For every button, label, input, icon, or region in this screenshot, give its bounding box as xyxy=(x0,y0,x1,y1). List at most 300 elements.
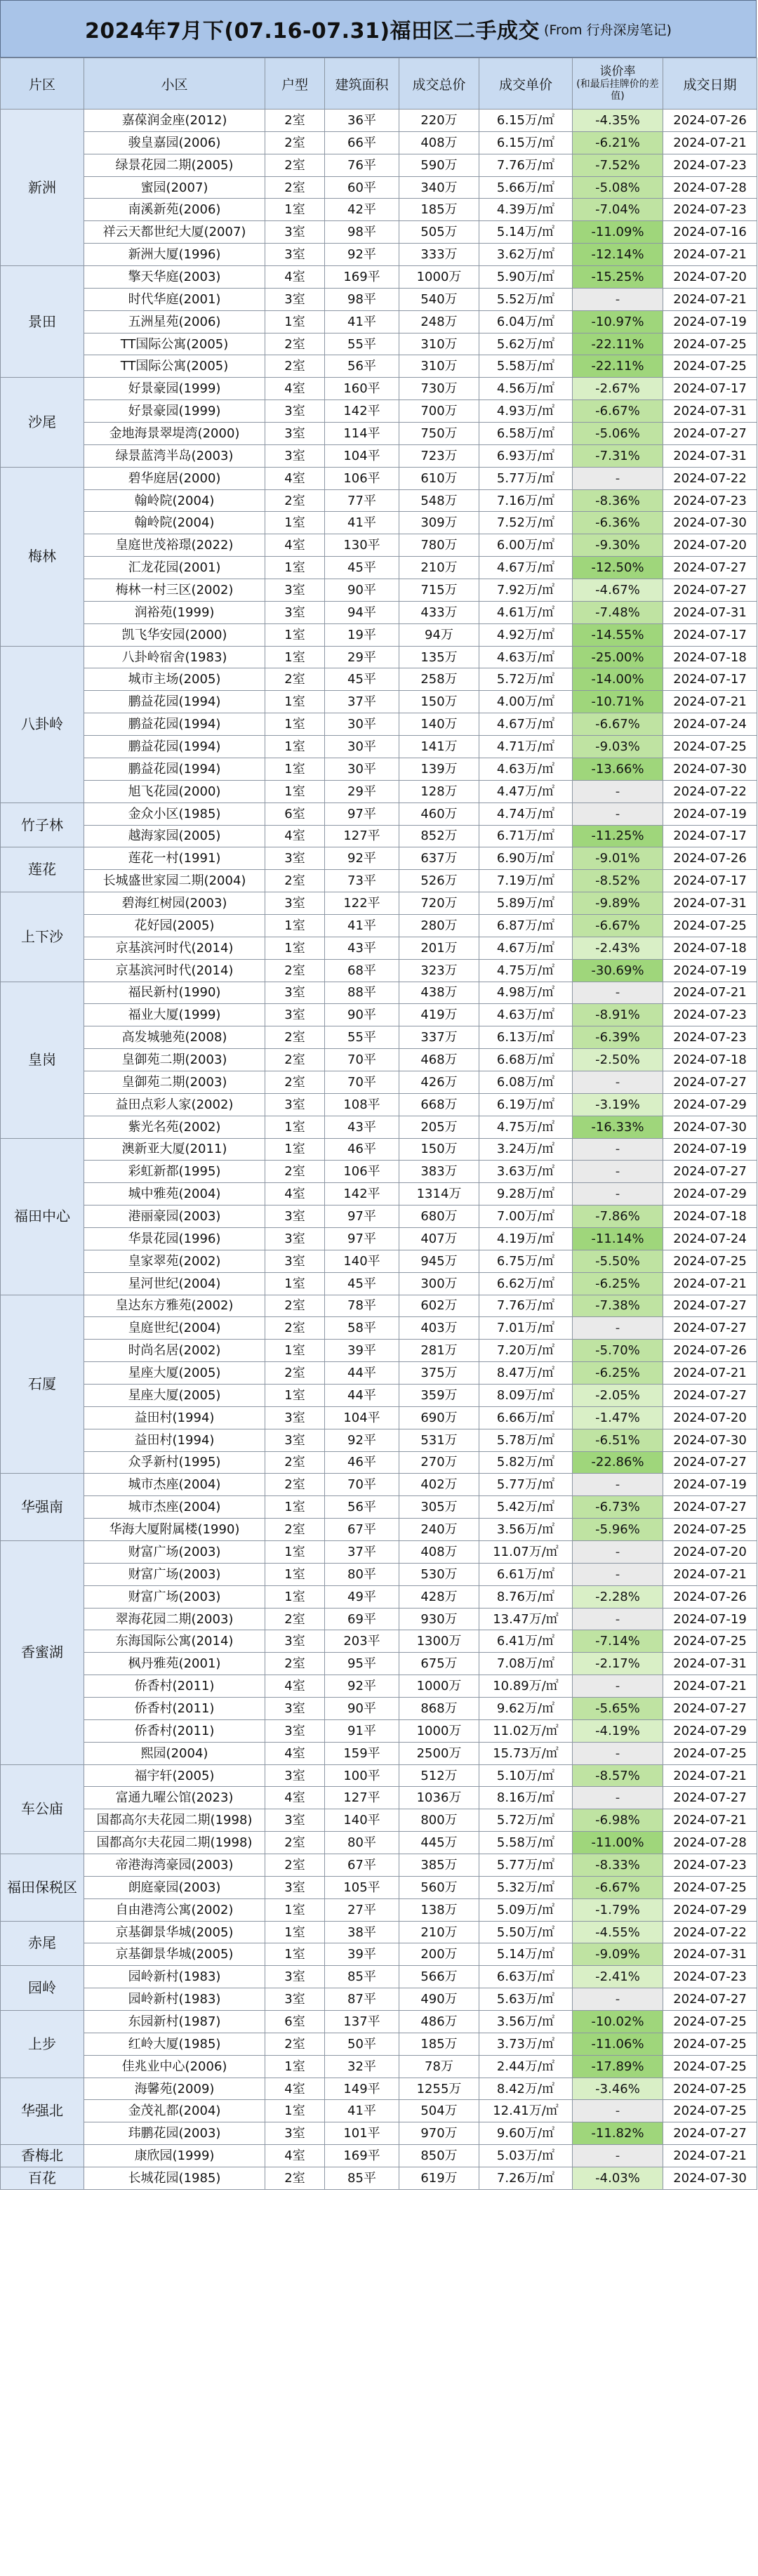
layout-cell: 1室 xyxy=(265,310,325,333)
unit-price-cell: 5.78万/㎡ xyxy=(479,1429,573,1451)
total-cell: 359万 xyxy=(399,1384,479,1406)
community-cell: 碧海红树园(2003) xyxy=(84,892,265,915)
date-cell: 2024-07-25 xyxy=(663,1742,757,1764)
layout-cell: 2室 xyxy=(265,1832,325,1854)
layout-cell: 2室 xyxy=(265,1474,325,1496)
total-cell: 850万 xyxy=(399,2145,479,2167)
layout-cell: 4室 xyxy=(265,1675,325,1698)
discount-cell: -5.65% xyxy=(573,1698,663,1720)
date-cell: 2024-07-30 xyxy=(663,512,757,534)
area-cell: 46平 xyxy=(325,1451,399,1474)
discount-cell: -9.03% xyxy=(573,736,663,758)
community-cell: 紫光名苑(2002) xyxy=(84,1116,265,1138)
table-row xyxy=(1,758,757,780)
layout-cell: 1室 xyxy=(265,758,325,780)
area-cell: 69平 xyxy=(325,1608,399,1630)
discount-title: 谈价率 xyxy=(599,65,636,79)
discount-cell: -4.67% xyxy=(573,579,663,602)
community-cell: 南溪新苑(2006) xyxy=(84,199,265,221)
layout-cell: 2室 xyxy=(265,176,325,199)
table-row xyxy=(1,489,757,512)
table-row xyxy=(1,355,757,378)
total-cell: 426万 xyxy=(399,1071,479,1093)
layout-cell: 3室 xyxy=(265,579,325,602)
unit-price-cell: 6.63万/㎡ xyxy=(479,1966,573,1988)
date-cell: 2024-07-21 xyxy=(663,288,757,310)
total-cell: 433万 xyxy=(399,601,479,623)
discount-cell: -16.33% xyxy=(573,1116,663,1138)
area-cell: 78平 xyxy=(325,1295,399,1317)
unit-price-cell: 9.28万/㎡ xyxy=(479,1183,573,1206)
layout-cell: 3室 xyxy=(265,982,325,1004)
table-row xyxy=(1,1004,757,1026)
discount-cell: -7.52% xyxy=(573,154,663,176)
community-cell: 骏皇嘉园(2006) xyxy=(84,131,265,154)
discount-cell: -8.36% xyxy=(573,489,663,512)
table-row xyxy=(1,333,757,355)
date-cell: 2024-07-25 xyxy=(663,2078,757,2100)
area-cell: 104平 xyxy=(325,444,399,467)
total-cell: 220万 xyxy=(399,110,479,132)
layout-cell: 3室 xyxy=(265,1988,325,2011)
col-header-area: 建筑面积 xyxy=(325,58,399,110)
area-cell: 41平 xyxy=(325,2100,399,2122)
layout-cell: 4室 xyxy=(265,1787,325,1809)
table-row xyxy=(1,1227,757,1250)
date-cell: 2024-07-30 xyxy=(663,2167,757,2190)
area-cell: 39平 xyxy=(325,1340,399,1362)
discount-cell: -11.00% xyxy=(573,1832,663,1854)
total-cell: 560万 xyxy=(399,1876,479,1898)
layout-cell: 4室 xyxy=(265,1742,325,1764)
total-cell: 445万 xyxy=(399,1832,479,1854)
layout-cell: 2室 xyxy=(265,870,325,892)
community-cell: 玮鹏花园(2003) xyxy=(84,2122,265,2145)
date-cell: 2024-07-25 xyxy=(663,1876,757,1898)
total-cell: 258万 xyxy=(399,668,479,691)
date-cell: 2024-07-23 xyxy=(663,1854,757,1877)
layout-cell: 3室 xyxy=(265,1406,325,1429)
col-header-unit-price: 成交单价 xyxy=(479,58,573,110)
discount-cell: -3.46% xyxy=(573,2078,663,2100)
discount-cell: -2.28% xyxy=(573,1585,663,1608)
unit-price-cell: 7.08万/㎡ xyxy=(479,1653,573,1675)
layout-cell: 2室 xyxy=(265,1317,325,1340)
unit-price-cell: 7.00万/㎡ xyxy=(479,1206,573,1228)
table-row xyxy=(1,423,757,445)
unit-price-cell: 4.92万/㎡ xyxy=(479,623,573,646)
total-cell: 323万 xyxy=(399,959,479,982)
layout-cell: 3室 xyxy=(265,1698,325,1720)
community-cell: 新洲大厦(1996) xyxy=(84,244,265,266)
layout-cell: 2室 xyxy=(265,1026,325,1049)
community-cell: 富通九曜公馆(2023) xyxy=(84,1787,265,1809)
layout-cell: 1室 xyxy=(265,2055,325,2078)
area-cell: 90平 xyxy=(325,579,399,602)
total-cell: 930万 xyxy=(399,1608,479,1630)
table-row xyxy=(1,1496,757,1519)
community-cell: 东园新村(1987) xyxy=(84,2011,265,2033)
district-cell: 景田 xyxy=(1,266,84,378)
area-cell: 105平 xyxy=(325,1876,399,1898)
area-cell: 56平 xyxy=(325,355,399,378)
table-row xyxy=(1,310,757,333)
table-row xyxy=(1,378,757,400)
total-cell: 402万 xyxy=(399,1474,479,1496)
total-cell: 590万 xyxy=(399,154,479,176)
unit-price-cell: 5.90万/㎡ xyxy=(479,266,573,289)
district-cell: 上下沙 xyxy=(1,892,84,982)
total-cell: 468万 xyxy=(399,1049,479,1071)
unit-price-cell: 11.07万/㎡ xyxy=(479,1541,573,1564)
unit-price-cell: 7.16万/㎡ xyxy=(479,489,573,512)
discount-cell: - xyxy=(573,1787,663,1809)
date-cell: 2024-07-21 xyxy=(663,1272,757,1295)
discount-cell: -11.82% xyxy=(573,2122,663,2145)
discount-cell: - xyxy=(573,1474,663,1496)
community-cell: 福宇轩(2005) xyxy=(84,1764,265,1787)
discount-cell: -30.69% xyxy=(573,959,663,982)
district-cell: 新洲 xyxy=(1,110,84,266)
date-cell: 2024-07-26 xyxy=(663,847,757,870)
date-cell: 2024-07-17 xyxy=(663,668,757,691)
unit-price-cell: 6.00万/㎡ xyxy=(479,534,573,557)
total-cell: 408万 xyxy=(399,131,479,154)
date-cell: 2024-07-27 xyxy=(663,1161,757,1183)
community-cell: 港丽豪园(2003) xyxy=(84,1206,265,1228)
unit-price-cell: 6.58万/㎡ xyxy=(479,423,573,445)
date-cell: 2024-07-25 xyxy=(663,1250,757,1272)
community-cell: 福业大厦(1999) xyxy=(84,1004,265,1026)
community-cell: 长城花园(1985) xyxy=(84,2167,265,2190)
area-cell: 97平 xyxy=(325,1206,399,1228)
discount-cell: -8.57% xyxy=(573,1764,663,1787)
table-row xyxy=(1,244,757,266)
date-cell: 2024-07-22 xyxy=(663,1921,757,1943)
table-row xyxy=(1,512,757,534)
layout-cell: 1室 xyxy=(265,646,325,668)
area-cell: 50平 xyxy=(325,2033,399,2055)
date-cell: 2024-07-31 xyxy=(663,892,757,915)
community-cell: 八卦岭宿舍(1983) xyxy=(84,646,265,668)
discount-cell: -7.31% xyxy=(573,444,663,467)
unit-price-cell: 4.00万/㎡ xyxy=(479,691,573,713)
district-cell: 八卦岭 xyxy=(1,646,84,802)
table-row xyxy=(1,2055,757,2078)
community-cell: 五洲星苑(2006) xyxy=(84,310,265,333)
table-row xyxy=(1,1093,757,1116)
layout-cell: 2室 xyxy=(265,1295,325,1317)
unit-price-cell: 4.19万/㎡ xyxy=(479,1227,573,1250)
table-row xyxy=(1,1183,757,1206)
table-row xyxy=(1,1295,757,1317)
discount-cell: - xyxy=(573,288,663,310)
table-row xyxy=(1,1317,757,1340)
community-cell: 园岭新村(1983) xyxy=(84,1988,265,2011)
date-cell: 2024-07-27 xyxy=(663,1787,757,1809)
layout-cell: 1室 xyxy=(265,557,325,579)
table-row xyxy=(1,2011,757,2033)
table-row xyxy=(1,870,757,892)
district-cell: 百花 xyxy=(1,2167,84,2190)
table-row xyxy=(1,131,757,154)
area-cell: 70平 xyxy=(325,1071,399,1093)
community-cell: 澳新亚大厦(2011) xyxy=(84,1138,265,1161)
unit-price-cell: 2.44万/㎡ xyxy=(479,2055,573,2078)
total-cell: 300万 xyxy=(399,1272,479,1295)
total-cell: 135万 xyxy=(399,646,479,668)
district-cell: 莲花 xyxy=(1,847,84,892)
discount-cell: - xyxy=(573,1161,663,1183)
area-cell: 56平 xyxy=(325,1496,399,1519)
area-cell: 27平 xyxy=(325,1898,399,1921)
unit-price-cell: 8.09万/㎡ xyxy=(479,1384,573,1406)
total-cell: 723万 xyxy=(399,444,479,467)
total-cell: 852万 xyxy=(399,825,479,847)
table-row xyxy=(1,1832,757,1854)
total-cell: 281万 xyxy=(399,1340,479,1362)
community-cell: 碧华庭居(2000) xyxy=(84,467,265,489)
discount-cell: - xyxy=(573,1742,663,1764)
area-cell: 108平 xyxy=(325,1093,399,1116)
discount-cell: -11.06% xyxy=(573,2033,663,2055)
layout-cell: 3室 xyxy=(265,1764,325,1787)
layout-cell: 3室 xyxy=(265,1429,325,1451)
district-cell: 福田保税区 xyxy=(1,1854,84,1922)
unit-price-cell: 5.82万/㎡ xyxy=(479,1451,573,1474)
discount-cell: -8.52% xyxy=(573,870,663,892)
unit-price-cell: 5.62万/㎡ xyxy=(479,333,573,355)
total-cell: 460万 xyxy=(399,802,479,825)
total-cell: 310万 xyxy=(399,333,479,355)
date-cell: 2024-07-27 xyxy=(663,1988,757,2011)
table-row xyxy=(1,1898,757,1921)
area-cell: 88平 xyxy=(325,982,399,1004)
community-cell: 侨香村(2011) xyxy=(84,1698,265,1720)
table-row xyxy=(1,1541,757,1564)
table-row xyxy=(1,691,757,713)
table-row xyxy=(1,847,757,870)
layout-cell: 4室 xyxy=(265,467,325,489)
layout-cell: 2室 xyxy=(265,1161,325,1183)
community-cell: 红岭大厦(1985) xyxy=(84,2033,265,2055)
discount-cell: -17.89% xyxy=(573,2055,663,2078)
layout-cell: 1室 xyxy=(265,1921,325,1943)
total-cell: 138万 xyxy=(399,1898,479,1921)
total-cell: 700万 xyxy=(399,400,479,423)
table-row xyxy=(1,892,757,915)
date-cell: 2024-07-20 xyxy=(663,1406,757,1429)
total-cell: 780万 xyxy=(399,534,479,557)
discount-cell: -7.14% xyxy=(573,1630,663,1653)
header-row xyxy=(1,58,757,110)
table-row xyxy=(1,1698,757,1720)
table-row xyxy=(1,1026,757,1049)
community-cell: 翠海花园二期(2003) xyxy=(84,1608,265,1630)
area-cell: 92平 xyxy=(325,1429,399,1451)
unit-price-cell: 6.04万/㎡ xyxy=(479,310,573,333)
total-cell: 428万 xyxy=(399,1585,479,1608)
discount-cell: -6.67% xyxy=(573,400,663,423)
area-cell: 43平 xyxy=(325,937,399,959)
layout-cell: 2室 xyxy=(265,1071,325,1093)
discount-cell: - xyxy=(573,1608,663,1630)
area-cell: 49平 xyxy=(325,1585,399,1608)
unit-price-cell: 8.16万/㎡ xyxy=(479,1787,573,1809)
layout-cell: 2室 xyxy=(265,489,325,512)
total-cell: 730万 xyxy=(399,378,479,400)
community-cell: TT国际公寓(2005) xyxy=(84,333,265,355)
layout-cell: 2室 xyxy=(265,1653,325,1675)
unit-price-cell: 4.98万/㎡ xyxy=(479,982,573,1004)
discount-cell: -7.38% xyxy=(573,1295,663,1317)
district-cell: 石厦 xyxy=(1,1295,84,1474)
layout-cell: 1室 xyxy=(265,1563,325,1585)
unit-price-cell: 3.62万/㎡ xyxy=(479,244,573,266)
discount-cell: -6.36% xyxy=(573,512,663,534)
page-title: 2024年7月下(07.16-07.31)福田区二手成交 xyxy=(85,19,540,44)
discount-cell: -6.67% xyxy=(573,1876,663,1898)
unit-price-cell: 3.24万/㎡ xyxy=(479,1138,573,1161)
discount-cell: -6.25% xyxy=(573,1272,663,1295)
community-cell: 时代华庭(2001) xyxy=(84,288,265,310)
layout-cell: 1室 xyxy=(265,1138,325,1161)
community-cell: 城市主场(2005) xyxy=(84,668,265,691)
discount-cell: - xyxy=(573,1138,663,1161)
table-row xyxy=(1,110,757,132)
total-cell: 139万 xyxy=(399,758,479,780)
area-cell: 87平 xyxy=(325,1988,399,2011)
unit-price-cell: 4.75万/㎡ xyxy=(479,959,573,982)
discount-cell: -2.41% xyxy=(573,1966,663,1988)
layout-cell: 1室 xyxy=(265,713,325,736)
total-cell: 619万 xyxy=(399,2167,479,2190)
date-cell: 2024-07-29 xyxy=(663,1093,757,1116)
unit-price-cell: 6.62万/㎡ xyxy=(479,1272,573,1295)
layout-cell: 3室 xyxy=(265,1876,325,1898)
community-cell: 鹏益花园(1994) xyxy=(84,713,265,736)
unit-price-cell: 6.75万/㎡ xyxy=(479,1250,573,1272)
area-cell: 91平 xyxy=(325,1719,399,1742)
date-cell: 2024-07-19 xyxy=(663,1474,757,1496)
layout-cell: 4室 xyxy=(265,534,325,557)
area-cell: 38平 xyxy=(325,1921,399,1943)
community-cell: 益田村(1994) xyxy=(84,1406,265,1429)
total-cell: 868万 xyxy=(399,1698,479,1720)
area-cell: 127平 xyxy=(325,825,399,847)
area-cell: 104平 xyxy=(325,1406,399,1429)
date-cell: 2024-07-19 xyxy=(663,1138,757,1161)
unit-price-cell: 4.67万/㎡ xyxy=(479,937,573,959)
layout-cell: 4室 xyxy=(265,825,325,847)
total-cell: 2500万 xyxy=(399,1742,479,1764)
area-cell: 127平 xyxy=(325,1787,399,1809)
area-cell: 44平 xyxy=(325,1384,399,1406)
table-row xyxy=(1,2033,757,2055)
discount-cell: -13.66% xyxy=(573,758,663,780)
layout-cell: 2室 xyxy=(265,668,325,691)
table-row xyxy=(1,802,757,825)
area-cell: 30平 xyxy=(325,713,399,736)
table-row xyxy=(1,1071,757,1093)
total-cell: 512万 xyxy=(399,1764,479,1787)
community-cell: 佳兆业中心(2006) xyxy=(84,2055,265,2078)
area-cell: 68平 xyxy=(325,959,399,982)
discount-cell: -22.86% xyxy=(573,1451,663,1474)
date-cell: 2024-07-23 xyxy=(663,199,757,221)
area-cell: 19平 xyxy=(325,623,399,646)
date-cell: 2024-07-19 xyxy=(663,310,757,333)
unit-price-cell: 4.47万/㎡ xyxy=(479,780,573,802)
area-cell: 29平 xyxy=(325,780,399,802)
community-cell: 康欣园(1999) xyxy=(84,2145,265,2167)
total-cell: 128万 xyxy=(399,780,479,802)
layout-cell: 4室 xyxy=(265,2078,325,2100)
date-cell: 2024-07-27 xyxy=(663,423,757,445)
layout-cell: 1室 xyxy=(265,199,325,221)
date-cell: 2024-07-25 xyxy=(663,2100,757,2122)
table-row xyxy=(1,288,757,310)
layout-cell: 6室 xyxy=(265,802,325,825)
layout-cell: 1室 xyxy=(265,1585,325,1608)
community-cell: 益田点彩人家(2002) xyxy=(84,1093,265,1116)
table-row xyxy=(1,1608,757,1630)
discount-cell: -1.79% xyxy=(573,1898,663,1921)
district-cell: 香蜜湖 xyxy=(1,1541,84,1765)
table-row xyxy=(1,601,757,623)
unit-price-cell: 7.20万/㎡ xyxy=(479,1340,573,1362)
total-cell: 419万 xyxy=(399,1004,479,1026)
date-cell: 2024-07-25 xyxy=(663,2011,757,2033)
discount-cell: - xyxy=(573,1183,663,1206)
unit-price-cell: 6.08万/㎡ xyxy=(479,1071,573,1093)
layout-cell: 1室 xyxy=(265,736,325,758)
area-cell: 106平 xyxy=(325,467,399,489)
area-cell: 142平 xyxy=(325,1183,399,1206)
discount-cell: - xyxy=(573,1563,663,1585)
area-cell: 76平 xyxy=(325,154,399,176)
date-cell: 2024-07-17 xyxy=(663,870,757,892)
layout-cell: 3室 xyxy=(265,847,325,870)
total-cell: 548万 xyxy=(399,489,479,512)
total-cell: 403万 xyxy=(399,1317,479,1340)
district-cell: 上步 xyxy=(1,2011,84,2078)
total-cell: 531万 xyxy=(399,1429,479,1451)
area-cell: 45平 xyxy=(325,668,399,691)
community-cell: 金众小区(1985) xyxy=(84,802,265,825)
unit-price-cell: 8.42万/㎡ xyxy=(479,2078,573,2100)
layout-cell: 1室 xyxy=(265,1384,325,1406)
area-cell: 67平 xyxy=(325,1519,399,1541)
community-cell: 越海家园(2005) xyxy=(84,825,265,847)
area-cell: 70平 xyxy=(325,1049,399,1071)
table-row xyxy=(1,2100,757,2122)
table-row xyxy=(1,1272,757,1295)
discount-cell: -5.50% xyxy=(573,1250,663,1272)
date-cell: 2024-07-27 xyxy=(663,1317,757,1340)
unit-price-cell: 5.42万/㎡ xyxy=(479,1496,573,1519)
discount-cell: -4.35% xyxy=(573,110,663,132)
total-cell: 1000万 xyxy=(399,266,479,289)
community-cell: 帝港海湾豪园(2003) xyxy=(84,1854,265,1877)
table-row xyxy=(1,1943,757,1966)
date-cell: 2024-07-27 xyxy=(663,1384,757,1406)
total-cell: 668万 xyxy=(399,1093,479,1116)
col-header-layout: 户型 xyxy=(265,58,325,110)
date-cell: 2024-07-31 xyxy=(663,1653,757,1675)
total-cell: 690万 xyxy=(399,1406,479,1429)
area-cell: 90平 xyxy=(325,1004,399,1026)
